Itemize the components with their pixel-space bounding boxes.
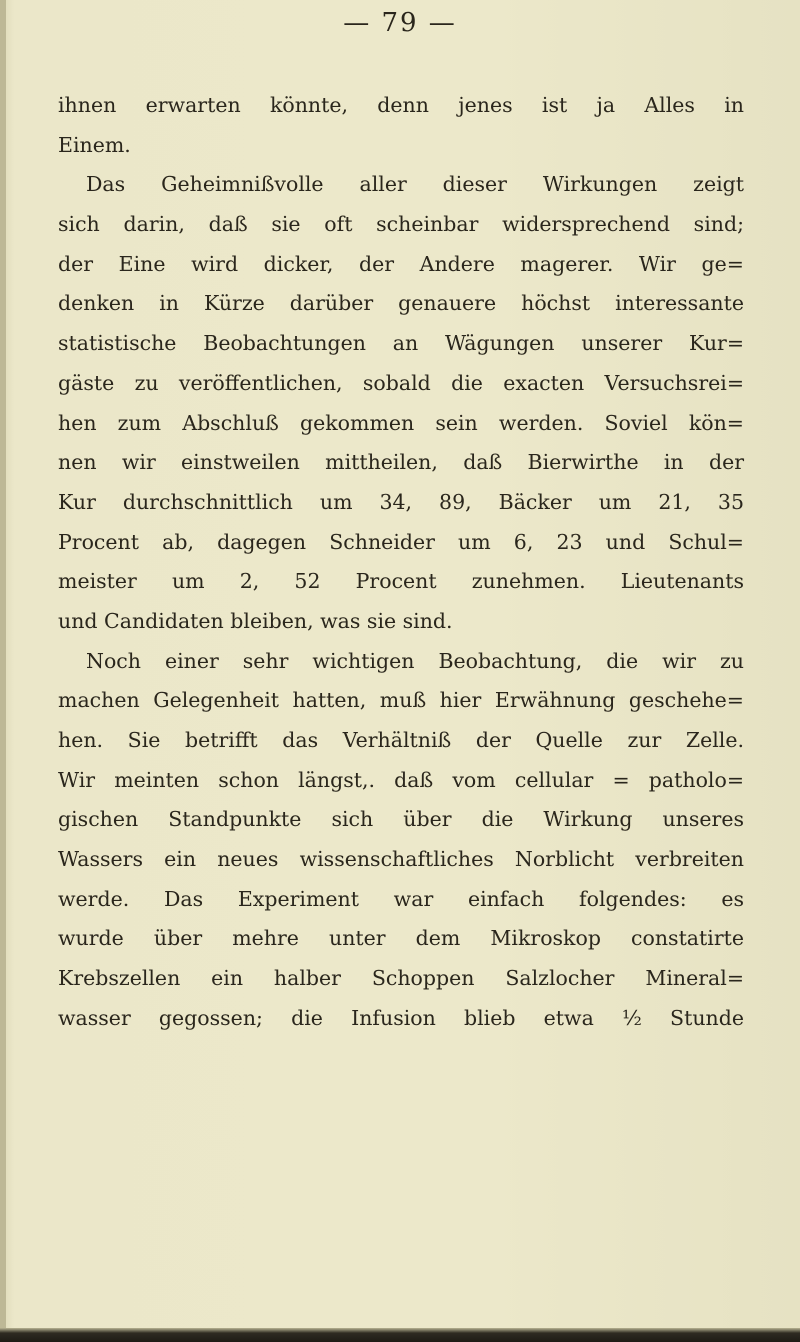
text-line: hen. Sie betrifft das Verhältniß der Quelle zur Zelle.: [58, 728, 744, 752]
page-bottom-edge: [0, 1328, 800, 1342]
text-line: gäste zu veröffentlichen, sobald die exacten Versuchsrei=: [58, 370, 744, 395]
text-line: der Eine wird dicker, der Andere magerer. Wir ge=: [58, 251, 744, 276]
text-line: Procent ab, dagegen Schneider um 6, 23 und Schul=: [58, 529, 744, 554]
text-line: meister um 2, 52 Procent zunehmen. Lieutenants: [58, 569, 744, 594]
text-line: Das Geheimnißvolle aller dieser Wirkungen zeigt: [86, 172, 744, 197]
page-binding-edge: [0, 0, 6, 1342]
text-line: wasser gegossen; die Infusion blieb etwa ½ Stunde: [58, 1005, 744, 1030]
text-line: werde. Das Experiment war einfach folgendes: es: [58, 886, 744, 911]
text-line: denken in Kürze darüber genauere höchst interessante: [58, 291, 744, 316]
text-line: ihnen erwarten könnte, denn jenes ist ja Alles in: [58, 93, 744, 117]
text-line: Einem.: [58, 132, 131, 157]
text-line: Kur durchschnittlich um 34, 89, Bäcker um 21, 35: [58, 489, 744, 514]
text-line: Wassers ein neues wissenschaftliches Norblicht verbreiten: [58, 847, 744, 872]
text-line: Krebszellen ein halber Schoppen Salzlocher Mineral=: [58, 966, 744, 991]
text-line: und Candidaten bleiben, was sie sind.: [58, 608, 453, 633]
page-number: — 79 —: [343, 8, 457, 38]
text-line: gischen Standpunkte sich über die Wirkung unseres: [58, 807, 744, 832]
text-line: nen wir einstweilen mittheilen, daß Bierwirthe in der: [58, 450, 744, 475]
text-line: machen Gelegenheit hatten, muß hier Erwähnung geschehe=: [58, 688, 744, 713]
text-line: Noch einer sehr wichtigen Beobachtung, die wir zu: [86, 648, 744, 673]
text-line: wurde über mehre unter dem Mikroskop constatirte: [58, 926, 744, 951]
text-line: sich darin, daß sie oft scheinbar widersprechend sind;: [58, 212, 744, 237]
body-text: [58, 86, 744, 1039]
text-line: Wir meinten schon längst,. daß vom cellular = patholo=: [58, 767, 744, 792]
text-line: hen zum Abschluß gekommen sein werden. Soviel kön=: [58, 410, 744, 435]
text-line: statistische Beobachtungen an Wägungen unserer Kur=: [58, 331, 744, 356]
